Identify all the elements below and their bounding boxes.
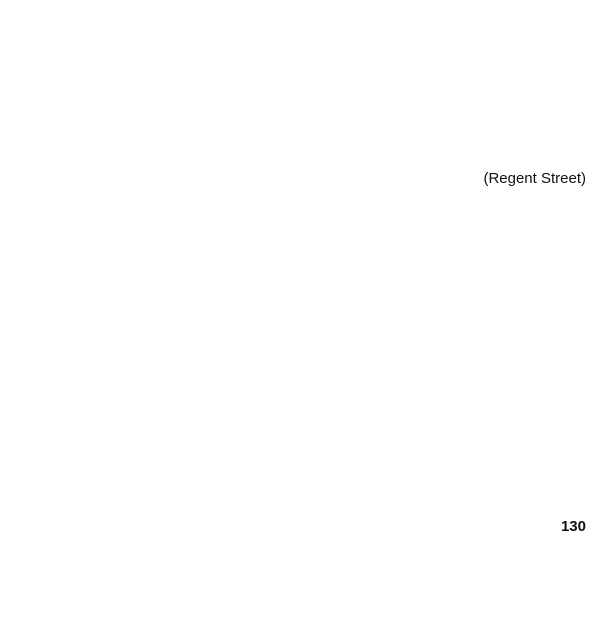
text-line-with-latin <box>14 162 586 194</box>
paragraph-gap <box>14 226 586 240</box>
article-paragraph <box>14 2 586 226</box>
text-line <box>14 130 586 162</box>
text-line <box>14 34 586 66</box>
regent-street-label: (Regent Street) <box>483 170 586 187</box>
text-line <box>14 478 586 510</box>
text-line <box>14 400 586 432</box>
article-body <box>14 0 586 600</box>
article-paragraph <box>14 240 586 432</box>
paragraph-gap <box>14 432 586 446</box>
text-line <box>14 194 586 226</box>
article-paragraph <box>14 446 586 638</box>
text-line <box>14 368 586 400</box>
text-line <box>14 98 586 130</box>
text-line <box>14 336 586 368</box>
text-line <box>14 240 586 272</box>
text-line <box>14 446 586 478</box>
text-line <box>14 542 586 574</box>
text-line <box>14 66 586 98</box>
text-line <box>14 606 586 638</box>
text-line <box>14 574 586 606</box>
figure-130: 130 <box>560 518 586 535</box>
text-line <box>14 272 586 304</box>
text-line <box>14 2 586 34</box>
text-line <box>14 304 586 336</box>
text-line-with-number <box>14 510 586 542</box>
